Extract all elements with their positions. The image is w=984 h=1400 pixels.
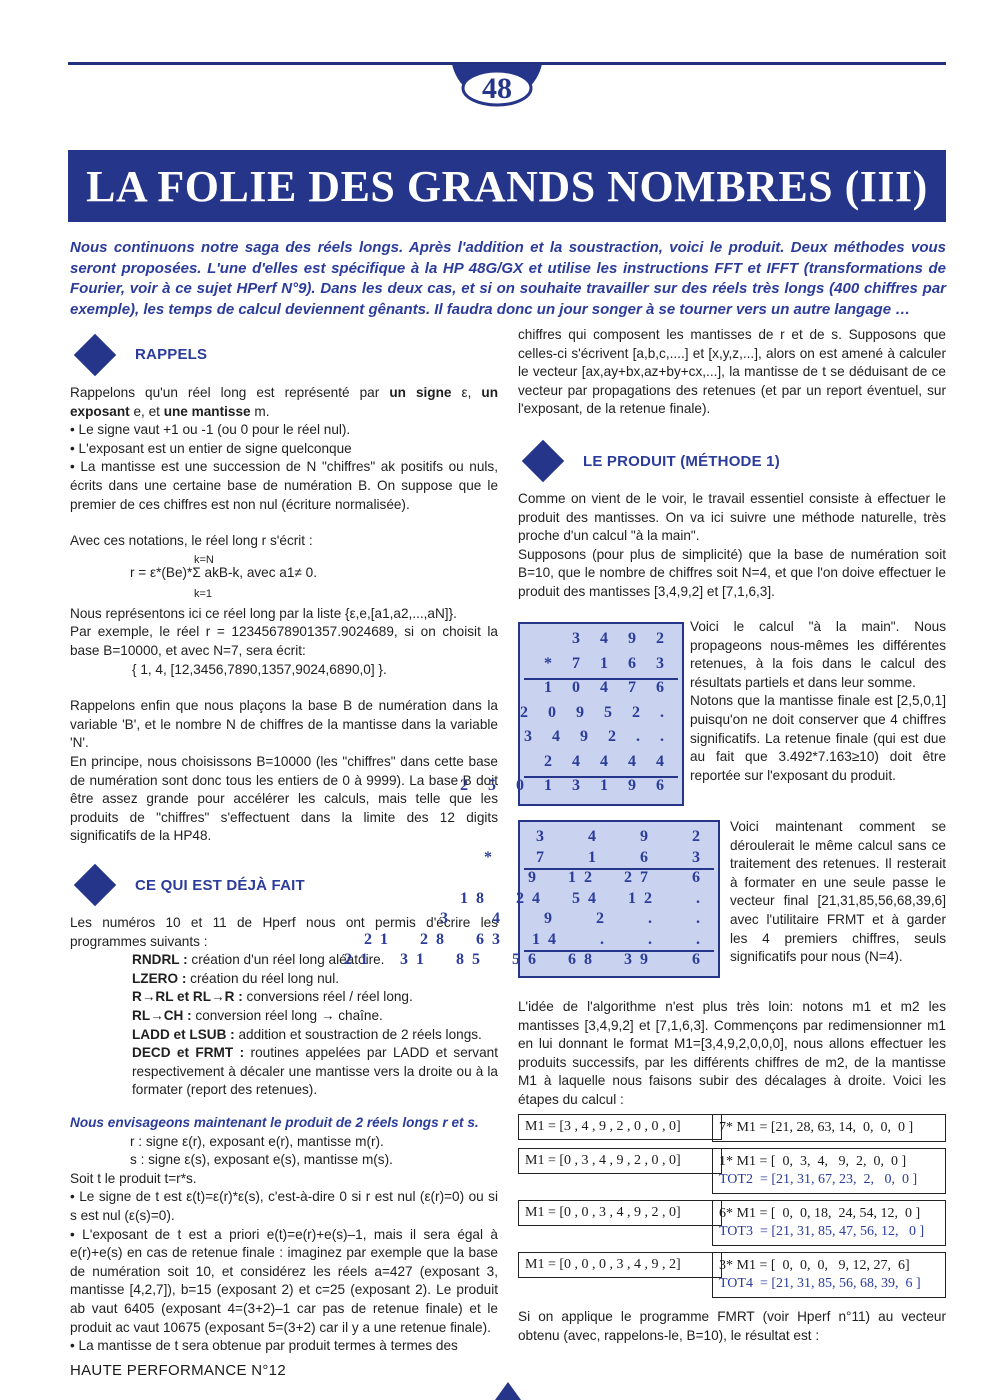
bullet-exponent: • L'exposant est un entier de signe quelconque — [70, 440, 352, 456]
product-box — [712, 1200, 946, 1246]
page-title: LA FOLIE DES GRANDS NOMBRES (III) — [86, 161, 928, 211]
program-item — [132, 970, 498, 989]
mantissa-of-t: • La mantisse de t sera obtenue par produit termes à termes des — [70, 1338, 458, 1354]
footer-triangle-icon — [495, 1382, 521, 1400]
text-run: e, et — [129, 403, 164, 419]
mantissa-continuation: chiffres qui composent les mantisses de r et de s. Supposons que celles-ci s'écrivent [a,b,c,....] et [x,y,z,...], alors on est amené à calculer le vecteur [ax,ay+bx,az+by+cx,...], la mantisse de t se déduisant de ce vecteur par propagations des retenues (et par un report éventuel, sur l'exposant, de la retenue finale). — [518, 327, 946, 417]
s-definition: s : signe ε(s), exposant e(s), mantisse m(s). — [130, 1152, 393, 1168]
t-definition: Soit t le produit t=r*s. — [70, 1170, 197, 1186]
rappel-definition — [70, 384, 498, 421]
algorithm-paragraph: L'idée de l'algorithme n'est plus très loin: notons m1 et m2 les mantisses [3,4,9,2] et [7,1,6,3]. Commençons par redimensionner m1 en lui donnant le format M1=[3,4,9,2,0,0,0], nous allons effectuer les produits successifs, par les différents chiffres de m2, de la mantisse M1 à laquelle nous faisons subir des décalages à droite. Voici les étapes du calcul : — [518, 999, 946, 1107]
bullet-sign: • Le signe vaut +1 ou -1 (ou 0 pour le réel nul). — [70, 422, 351, 438]
list-representation: Nous représentons ici ce réel long par la liste {ε,e,[a1,a2,...,aN]}. — [70, 605, 457, 621]
frmt-conclusion — [518, 1308, 946, 1345]
text-run: Rappelons qu'un réel long est représenté par — [70, 385, 390, 400]
product-line: 1* M1 = [ 0, 3, 4, 9, 2, 0, 0 ] — [719, 1154, 907, 1169]
program-item — [132, 1007, 498, 1026]
calc-row: 21 28 63 14 . . . — [364, 930, 708, 948]
product-line: 3* M1 = [ 0, 0, 0, 9, 12, 27, 6] — [719, 1258, 910, 1273]
product-box — [712, 1252, 946, 1298]
program-name: RL→CH : — [132, 1007, 192, 1023]
program-name: R→RL et RL→R : — [132, 989, 243, 1005]
manual-calc-explanation — [690, 618, 946, 785]
sum-upper-bound: k=N — [194, 553, 214, 566]
calc1-text-a: Voici le calcul "à la main". Nous propageons nous-mêmes les différentes retenues, à la fois dans le calcul des résultats partiels et dans leur somme. — [690, 619, 946, 690]
text-run: une mantisse — [163, 403, 251, 419]
program-list — [70, 951, 498, 1100]
calc-row: 2 4 4 4 4 — [544, 752, 672, 770]
total-line: TOT2 = [21, 31, 67, 23, 2, 0, 0 ] — [719, 1172, 918, 1187]
section-diamond-icon — [74, 864, 116, 906]
example-list: { 1, 4, [12,3456,7890,1357,9024,6890,0] }. — [132, 661, 387, 677]
section-heading-deja-fait: CE QUI EST DÉJÀ FAIT — [135, 877, 305, 894]
page-number: 48 — [482, 72, 512, 105]
bullet-mantissa: • La mantisse est une succession de N "chiffres" ak positifs ou nuls, écrits dans une certaine base de numération B. On suppose que le premier de ces chiffres est non nul (écriture normalisée). — [70, 459, 498, 512]
program-description: conversions réel / réel long. — [242, 989, 413, 1005]
program-name: RNDRL : — [132, 952, 188, 968]
notation-intro: Avec ces notations, le réel long r s'écrit : — [70, 533, 313, 549]
envisage-heading: Nous envisageons maintenant le produit de 2 réels longs r et s. — [70, 1115, 479, 1130]
no-carry-calc-table — [344, 820, 720, 978]
frmt-paragraph: Si on applique le programme FMRT (voir Hperf n°11) au vecteur obtenu (avec, rappelons-le, B=10), le résultat est : — [518, 1309, 946, 1343]
produit-paragraph-1: Comme on vient de le voir, le travail essentiel consiste à effectuer le produit des mantisses. On va ici suivre une méthode naturelle, très proche d'un calcul "à la main". — [518, 491, 946, 544]
example-text: Par exemple, le réel r = 12345678901357.9024689, si on choisit la base B=10000, et avec N=7, sera écrit: — [70, 624, 498, 658]
program-item — [132, 1026, 498, 1045]
base-paragraph-2: En principe, nous choisissons B=10000 (les "chiffres" dans cette base de numération sont donc tous les entiers de 0 à 9999). La base B doit être assez grande pour accélérer les calculs, mais telle que les produits de "chiffres" s'effectuent dans la limite des 12 digits significatifs de la HP48. — [70, 753, 498, 844]
right-continuation — [518, 326, 946, 419]
text-run: m. — [250, 403, 270, 419]
rappels-body — [70, 384, 498, 846]
calc-row: 9 12 27 6 — [528, 869, 708, 886]
m1-shift-box: M1 = [0 , 0 , 3 , 4 , 9 , 2 , 0] — [518, 1200, 722, 1226]
algorithm-body — [518, 998, 946, 1110]
section-heading-produit: LE PRODUIT (MÉTHODE 1) — [583, 453, 780, 470]
program-name: LZERO : — [132, 970, 187, 986]
calc-row: 18 24 54 12 . — [460, 889, 708, 907]
produit-paragraph-2: Supposons (pour plus de simplicité) que la base de numération soit B=10, que le nombre de chiffres soit N=4, et que l'on doive effectuer le produit des mantisses [3,4,9,2] et [7,1,6,3]. — [518, 546, 946, 599]
text-run: un signe — [389, 385, 452, 400]
footer-magazine-issue: HAUTE PERFORMANCE N°12 — [70, 1362, 286, 1379]
text-run: un exposant — [70, 385, 499, 419]
program-description: addition et soustraction de 2 réels longs. — [234, 1026, 482, 1042]
title-banner — [68, 150, 946, 222]
exponent-of-t: • L'exposant de t est a priori e(t)=e(r)+e(s)–1, mais il sera égal à e(r)+e(s) en cas de retenue finale : imaginez par exemple que la base de numération soit 10, et considérez les réels a=427 (exposant 3, mantisse [4,2,7]), b=15 (exposant 2) et c=25 (exposant 2). Le produit ab vaut 6405 (exposant 4=(3+2)–1 car pas de retenue finale) et le produit ac vaut 10675 (exposant 5=(3+2) car il y a une retenue finale). — [70, 1226, 498, 1335]
program-name: LADD et LSUB : — [132, 1026, 235, 1042]
calc-row: 2 5 0 1 3 1 9 6 — [460, 777, 672, 794]
page-number-badge — [450, 58, 544, 124]
calc-row: * 7 1 6 3 — [544, 654, 672, 672]
total-line: TOT3 = [21, 31, 85, 47, 56, 12, 0 ] — [719, 1224, 925, 1239]
m1-shift-box: M1 = [0 , 3 , 4 , 9 , 2 , 0 , 0] — [518, 1148, 722, 1174]
sign-of-t: • Le signe de t est ε(t)=ε(r)*ε(s), c'est-à-dire 0 si r est nul (ε(r)=0) ou si s est nul (ε(s)=0). — [70, 1189, 498, 1223]
section-diamond-icon — [74, 334, 116, 376]
section-diamond-icon — [522, 440, 564, 482]
m1-shift-box: M1 = [3 , 4 , 9 , 2 , 0 , 0 , 0] — [518, 1114, 722, 1140]
product-intro-body — [70, 1114, 498, 1356]
deja-intro: Les numéros 10 et 11 de Hperf nous ont permis d'écrire les programmes suivants : — [70, 915, 498, 949]
produit-body — [518, 490, 946, 602]
calc-row: 3 4 9 2 — [536, 828, 708, 845]
program-description: conversion réel long → chaîne. — [191, 1007, 383, 1023]
calc-row: 3 4 9 2 . . — [524, 728, 672, 745]
manual-calc-table — [460, 622, 684, 806]
calc-row: 3 4 9 2 — [572, 630, 672, 647]
product-box — [712, 1148, 946, 1194]
program-item — [132, 1044, 498, 1100]
calc2-text: Voici maintenant comment se déroulerait le même calcul sans ce traitement des retenues. Il resterait à formater en une seule passe le vecteur final [21,31,85,56,68,39,6] avec l'utilitaire FRMT et à garder les 4 premiers chiffres, seuls significatifs pour nous (N=4). — [730, 819, 946, 965]
product-line: 6* M1 = [ 0, 0, 18, 24, 54, 12, 0 ] — [719, 1206, 921, 1221]
text-run: ε, — [451, 385, 482, 400]
section-heading-rappels: RAPPELS — [135, 346, 208, 363]
base-paragraph-1: Rappelons enfin que nous plaçons la base B de numération dans la variable 'B', et le nombre N de chiffres de la mantisse dans la variable 'N'. — [70, 698, 498, 751]
calc-steps — [518, 1114, 946, 1304]
calc1-text-b: Notons que la mantisse finale est [2,5,0,1] puisqu'on ne doit conserver que 4 chiffres significatifs. La retenue finale (qui est due au fait que 3.492*7.163≥10) doit être reportée sur l'exposant du produit. — [690, 693, 946, 783]
m1-shift-box: M1 = [0 , 0 , 0 , 3 , 4 , 9 , 2] — [518, 1252, 722, 1278]
total-line: TOT4 = [21, 31, 85, 56, 68, 39, 6 ] — [719, 1276, 921, 1291]
program-description: création d'un réel long aléatoire. — [187, 952, 385, 968]
sum-lower-bound: k=1 — [194, 587, 213, 600]
calc-row: * 7 1 6 3 — [484, 848, 708, 866]
calc-row: 1 0 4 7 6 — [544, 679, 672, 696]
program-name: DECD et FRMT : — [132, 1045, 245, 1061]
calc-row: 21 31 85 56 68 39 6 — [344, 951, 708, 968]
program-item — [132, 988, 498, 1007]
product-line: 7* M1 = [21, 28, 63, 14, 0, 0, 0 ] — [719, 1120, 914, 1135]
program-description: création du réel long nul. — [186, 970, 340, 986]
intro-paragraph: Nous continuons notre saga des réels longs. Après l'addition et la soustraction, voici le produit. Deux méthodes vous seront proposées. L'une d'elles est spécifique à la HP 48G/GX et utilise les instructions FFT et IFFT (transformations de Fourier, voir à ce sujet HPerf N°9). Dans les deux cas, et si on souhaite travailler sur des réels très longs (400 chiffres par exemple), les temps de calcul deviennent gênants. Il faudra donc un jour songer à se tourner vers un autre langage … — [70, 239, 946, 318]
product-box — [712, 1114, 946, 1142]
formula-block — [70, 551, 498, 605]
r-definition: r : signe ε(r), exposant e(r), mantisse m(r). — [130, 1133, 384, 1149]
calc-row: 3 4 9 2 . . — [440, 910, 708, 927]
calc-row: 2 0 9 5 2 . — [520, 703, 672, 721]
formula: r = ε*(Be)*Σ akB-k, avec a1≠ 0. — [130, 564, 318, 580]
no-carry-calc-explanation — [730, 818, 946, 967]
program-description: routines appelées par LADD et servant respectivement à décaler une mantisse vers la droite ou à la formater (report des retenues). — [132, 1045, 498, 1098]
